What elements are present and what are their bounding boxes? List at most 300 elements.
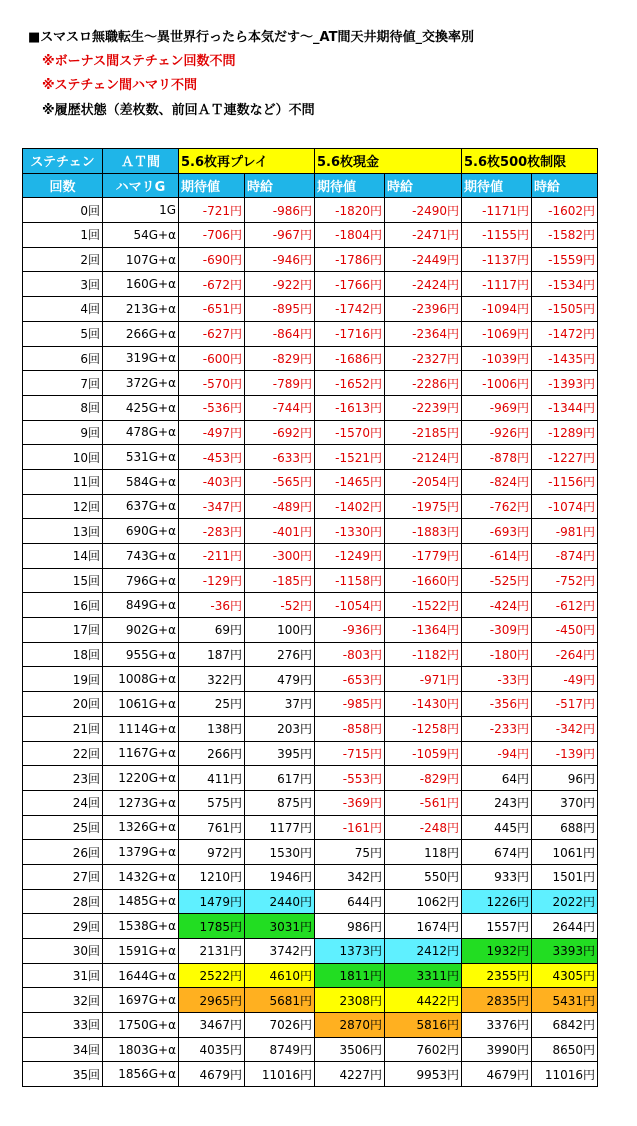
- stechen-count-cell: 3回: [23, 272, 103, 297]
- hourly-cell: -2327円: [385, 346, 462, 371]
- ev-cell: 2835円: [462, 988, 532, 1013]
- hamari-g-cell: 1538G+α: [103, 914, 179, 939]
- sub-hourly: 時給: [532, 173, 598, 198]
- ev-cell: 1373円: [315, 939, 385, 964]
- hamari-g-cell: 1220G+α: [103, 766, 179, 791]
- stechen-count-cell: 12回: [23, 494, 103, 519]
- hourly-cell: 37円: [245, 692, 315, 717]
- hourly-cell: -2396円: [385, 297, 462, 322]
- ev-cell: -424円: [462, 593, 532, 618]
- hourly-cell: 1177円: [245, 815, 315, 840]
- hourly-cell: -1582円: [532, 223, 598, 248]
- table-row: [23, 420, 598, 445]
- hourly-cell: -139円: [532, 741, 598, 766]
- table-row: [23, 618, 598, 643]
- hourly-cell: -2490円: [385, 198, 462, 223]
- page-title: ■スマスロ無職転生～異世界行ったら本気だす～_AT間天井期待値_交換率別: [28, 30, 474, 45]
- hourly-cell: -1393円: [532, 371, 598, 396]
- stechen-count-cell: 20回: [23, 692, 103, 717]
- table-row: [23, 716, 598, 741]
- sub-ev: 期待値: [179, 173, 245, 198]
- ev-cell: -94円: [462, 741, 532, 766]
- hamari-g-cell: 1856G+α: [103, 1062, 179, 1087]
- ev-cell: 2522円: [179, 963, 245, 988]
- stechen-count-cell: 24回: [23, 790, 103, 815]
- ev-cell: -356円: [462, 692, 532, 717]
- stechen-count-cell: 15回: [23, 568, 103, 593]
- hourly-cell: 550円: [385, 864, 462, 889]
- ev-cell: 1226円: [462, 889, 532, 914]
- hamari-g-cell: 1G: [103, 198, 179, 223]
- stechen-count-cell: 11回: [23, 469, 103, 494]
- col-head-at: ＡＴ間: [103, 149, 179, 174]
- hourly-cell: 3742円: [245, 939, 315, 964]
- hamari-g-cell: 902G+α: [103, 618, 179, 643]
- table-row: [23, 692, 598, 717]
- stechen-count-cell: 5回: [23, 321, 103, 346]
- ev-cell: 1479円: [179, 889, 245, 914]
- ev-cell: -690円: [179, 247, 245, 272]
- ev-cell: -453円: [179, 445, 245, 470]
- hamari-g-cell: 1326G+α: [103, 815, 179, 840]
- ev-cell: -926円: [462, 420, 532, 445]
- stechen-count-cell: 22回: [23, 741, 103, 766]
- ev-cell: -1766円: [315, 272, 385, 297]
- stechen-count-cell: 31回: [23, 963, 103, 988]
- ev-cell: 2131円: [179, 939, 245, 964]
- ev-cell: -693円: [462, 519, 532, 544]
- ev-cell: -536円: [179, 395, 245, 420]
- table-row: [23, 247, 598, 272]
- stechen-count-cell: 7回: [23, 371, 103, 396]
- table-row: [23, 1037, 598, 1062]
- ev-cell: -627円: [179, 321, 245, 346]
- ev-cell: 445円: [462, 815, 532, 840]
- hourly-cell: -1344円: [532, 395, 598, 420]
- ev-cell: -762円: [462, 494, 532, 519]
- ev-cell: -1786円: [315, 247, 385, 272]
- ev-cell: -129円: [179, 568, 245, 593]
- hamari-g-cell: 796G+α: [103, 568, 179, 593]
- stechen-count-cell: 6回: [23, 346, 103, 371]
- sub-ev: 期待値: [462, 173, 532, 198]
- group-limit: 5.6枚500枚制限: [462, 149, 598, 174]
- table-row: [23, 272, 598, 297]
- stechen-count-cell: 9回: [23, 420, 103, 445]
- hamari-g-cell: 372G+α: [103, 371, 179, 396]
- hourly-cell: 1674円: [385, 914, 462, 939]
- table-row: [23, 642, 598, 667]
- col-head-count: 回数: [23, 173, 103, 198]
- hourly-cell: 2440円: [245, 889, 315, 914]
- ev-cell: -721円: [179, 198, 245, 223]
- ev-cell: 187円: [179, 642, 245, 667]
- hourly-cell: -1602円: [532, 198, 598, 223]
- table-row: [23, 1013, 598, 1038]
- table-row: [23, 815, 598, 840]
- hourly-cell: -1364円: [385, 618, 462, 643]
- table-row: [23, 469, 598, 494]
- table-row: [23, 667, 598, 692]
- hamari-g-cell: 955G+α: [103, 642, 179, 667]
- stechen-count-cell: 35回: [23, 1062, 103, 1087]
- stechen-count-cell: 30回: [23, 939, 103, 964]
- ev-cell: -211円: [179, 544, 245, 569]
- hourly-cell: -565円: [245, 469, 315, 494]
- hourly-cell: 1061円: [532, 840, 598, 865]
- hourly-cell: 5816円: [385, 1013, 462, 1038]
- ev-cell: 1785円: [179, 914, 245, 939]
- ev-cell: -651円: [179, 297, 245, 322]
- ev-cell: -180円: [462, 642, 532, 667]
- table-row: [23, 864, 598, 889]
- hamari-g-cell: 478G+α: [103, 420, 179, 445]
- hourly-cell: 8749円: [245, 1037, 315, 1062]
- hourly-cell: -300円: [245, 544, 315, 569]
- hourly-cell: 2644円: [532, 914, 598, 939]
- hamari-g-cell: 637G+α: [103, 494, 179, 519]
- hourly-cell: 395円: [245, 741, 315, 766]
- hamari-g-cell: 1061G+α: [103, 692, 179, 717]
- hourly-cell: -1522円: [385, 593, 462, 618]
- ev-cell: -1158円: [315, 568, 385, 593]
- ev-cell: 1210円: [179, 864, 245, 889]
- hourly-cell: -2424円: [385, 272, 462, 297]
- table-row: [23, 914, 598, 939]
- ev-cell: -1069円: [462, 321, 532, 346]
- hourly-cell: -1435円: [532, 346, 598, 371]
- hourly-cell: -922円: [245, 272, 315, 297]
- stechen-count-cell: 34回: [23, 1037, 103, 1062]
- hourly-cell: -633円: [245, 445, 315, 470]
- hamari-g-cell: 531G+α: [103, 445, 179, 470]
- hourly-cell: -946円: [245, 247, 315, 272]
- ev-cell: 1932円: [462, 939, 532, 964]
- table-row: [23, 889, 598, 914]
- stechen-count-cell: 8回: [23, 395, 103, 420]
- ev-cell: 761円: [179, 815, 245, 840]
- hourly-cell: 5681円: [245, 988, 315, 1013]
- table-row: [23, 766, 598, 791]
- ev-cell: -161円: [315, 815, 385, 840]
- hamari-g-cell: 849G+α: [103, 593, 179, 618]
- hourly-cell: 203円: [245, 716, 315, 741]
- hourly-cell: -1472円: [532, 321, 598, 346]
- ev-cell: -614円: [462, 544, 532, 569]
- table-row: [23, 840, 598, 865]
- hourly-cell: -2471円: [385, 223, 462, 248]
- group-cash: 5.6枚現金: [315, 149, 462, 174]
- stechen-count-cell: 27回: [23, 864, 103, 889]
- stechen-count-cell: 14回: [23, 544, 103, 569]
- expected-value-table: [22, 148, 598, 1087]
- hourly-cell: -1059円: [385, 741, 462, 766]
- hourly-cell: 276円: [245, 642, 315, 667]
- ev-cell: 75円: [315, 840, 385, 865]
- hourly-cell: -2449円: [385, 247, 462, 272]
- note-stechen: ※ステチェン間ハマリ不問: [42, 78, 197, 93]
- ev-cell: -347円: [179, 494, 245, 519]
- ev-cell: -803円: [315, 642, 385, 667]
- ev-cell: -570円: [179, 371, 245, 396]
- hourly-cell: -1779円: [385, 544, 462, 569]
- table-row: [23, 395, 598, 420]
- hourly-cell: 1501円: [532, 864, 598, 889]
- hourly-cell: -264円: [532, 642, 598, 667]
- hourly-cell: -2286円: [385, 371, 462, 396]
- ev-cell: 2308円: [315, 988, 385, 1013]
- table-row: [23, 741, 598, 766]
- stechen-count-cell: 2回: [23, 247, 103, 272]
- hourly-cell: -2364円: [385, 321, 462, 346]
- ev-cell: 2870円: [315, 1013, 385, 1038]
- hourly-cell: 1946円: [245, 864, 315, 889]
- ev-cell: -1249円: [315, 544, 385, 569]
- ev-cell: 25円: [179, 692, 245, 717]
- stechen-count-cell: 13回: [23, 519, 103, 544]
- hourly-cell: -1883円: [385, 519, 462, 544]
- stechen-count-cell: 0回: [23, 198, 103, 223]
- hourly-cell: -185円: [245, 568, 315, 593]
- ev-cell: -653円: [315, 667, 385, 692]
- hamari-g-cell: 1697G+α: [103, 988, 179, 1013]
- hourly-cell: -864円: [245, 321, 315, 346]
- col-head-stechen: ステチェン: [23, 149, 103, 174]
- sub-ev: 期待値: [315, 173, 385, 198]
- stechen-count-cell: 16回: [23, 593, 103, 618]
- hourly-cell: 9953円: [385, 1062, 462, 1087]
- ev-cell: 1557円: [462, 914, 532, 939]
- table-row: [23, 198, 598, 223]
- ev-cell: 972円: [179, 840, 245, 865]
- ev-cell: 674円: [462, 840, 532, 865]
- ev-cell: -858円: [315, 716, 385, 741]
- hourly-cell: -49円: [532, 667, 598, 692]
- ev-cell: 2965円: [179, 988, 245, 1013]
- ev-cell: 933円: [462, 864, 532, 889]
- hourly-cell: 3393円: [532, 939, 598, 964]
- table-row: [23, 519, 598, 544]
- ev-cell: 3506円: [315, 1037, 385, 1062]
- hourly-cell: -2054円: [385, 469, 462, 494]
- ev-cell: -309円: [462, 618, 532, 643]
- ev-cell: -1155円: [462, 223, 532, 248]
- ev-cell: -878円: [462, 445, 532, 470]
- hamari-g-cell: 1750G+α: [103, 1013, 179, 1038]
- ev-cell: -600円: [179, 346, 245, 371]
- hourly-cell: -517円: [532, 692, 598, 717]
- col-head-hamari: ハマリG: [103, 173, 179, 198]
- hourly-cell: -489円: [245, 494, 315, 519]
- hourly-cell: -986円: [245, 198, 315, 223]
- table-row: [23, 939, 598, 964]
- ev-cell: 64円: [462, 766, 532, 791]
- hourly-cell: -1289円: [532, 420, 598, 445]
- ev-cell: -1117円: [462, 272, 532, 297]
- ev-cell: 1811円: [315, 963, 385, 988]
- hourly-cell: 8650円: [532, 1037, 598, 1062]
- ev-cell: -1171円: [462, 198, 532, 223]
- ev-cell: -403円: [179, 469, 245, 494]
- hourly-cell: 2022円: [532, 889, 598, 914]
- ev-cell: -1716円: [315, 321, 385, 346]
- stechen-count-cell: 23回: [23, 766, 103, 791]
- hourly-cell: 688円: [532, 815, 598, 840]
- hourly-cell: -981円: [532, 519, 598, 544]
- table-row: [23, 568, 598, 593]
- table-row: [23, 346, 598, 371]
- hamari-g-cell: 743G+α: [103, 544, 179, 569]
- stechen-count-cell: 18回: [23, 642, 103, 667]
- stechen-count-cell: 4回: [23, 297, 103, 322]
- ev-cell: 138円: [179, 716, 245, 741]
- ev-cell: 3467円: [179, 1013, 245, 1038]
- hourly-cell: -752円: [532, 568, 598, 593]
- ev-cell: -497円: [179, 420, 245, 445]
- hourly-cell: -342円: [532, 716, 598, 741]
- table-row: [23, 321, 598, 346]
- hourly-cell: 4422円: [385, 988, 462, 1013]
- stechen-count-cell: 17回: [23, 618, 103, 643]
- hourly-cell: -450円: [532, 618, 598, 643]
- ev-cell: -1006円: [462, 371, 532, 396]
- hamari-g-cell: 425G+α: [103, 395, 179, 420]
- ev-cell: 3990円: [462, 1037, 532, 1062]
- table-row: [23, 494, 598, 519]
- ev-cell: 4227円: [315, 1062, 385, 1087]
- stechen-count-cell: 21回: [23, 716, 103, 741]
- table-row: [23, 1062, 598, 1087]
- ev-cell: -369円: [315, 790, 385, 815]
- ev-cell: 644円: [315, 889, 385, 914]
- ev-cell: 243円: [462, 790, 532, 815]
- hourly-cell: 479円: [245, 667, 315, 692]
- note-bonus: ※ボーナス間ステチェン回数不問: [42, 54, 236, 69]
- hourly-cell: 4610円: [245, 963, 315, 988]
- ev-cell: -672円: [179, 272, 245, 297]
- hourly-cell: -829円: [245, 346, 315, 371]
- hamari-g-cell: 213G+α: [103, 297, 179, 322]
- hourly-cell: -2185円: [385, 420, 462, 445]
- hourly-cell: 7026円: [245, 1013, 315, 1038]
- table-row: [23, 593, 598, 618]
- ev-cell: -985円: [315, 692, 385, 717]
- hourly-cell: -744円: [245, 395, 315, 420]
- ev-cell: -1570円: [315, 420, 385, 445]
- ev-cell: -525円: [462, 568, 532, 593]
- table-row: [23, 371, 598, 396]
- ev-cell: -36円: [179, 593, 245, 618]
- ev-cell: 266円: [179, 741, 245, 766]
- ev-cell: -936円: [315, 618, 385, 643]
- ev-cell: -1402円: [315, 494, 385, 519]
- hourly-cell: -1534円: [532, 272, 598, 297]
- sub-hourly: 時給: [245, 173, 315, 198]
- hamari-g-cell: 1432G+α: [103, 864, 179, 889]
- table-row: [23, 297, 598, 322]
- ev-cell: -1820円: [315, 198, 385, 223]
- hamari-g-cell: 1644G+α: [103, 963, 179, 988]
- ev-cell: -1137円: [462, 247, 532, 272]
- ev-cell: 575円: [179, 790, 245, 815]
- ev-cell: -1652円: [315, 371, 385, 396]
- hamari-g-cell: 160G+α: [103, 272, 179, 297]
- hourly-cell: 1530円: [245, 840, 315, 865]
- ev-cell: -233円: [462, 716, 532, 741]
- hourly-cell: -895円: [245, 297, 315, 322]
- group-replay: 5.6枚再プレイ: [179, 149, 315, 174]
- hourly-cell: -401円: [245, 519, 315, 544]
- hourly-cell: -248円: [385, 815, 462, 840]
- ev-cell: 69円: [179, 618, 245, 643]
- table-row: [23, 963, 598, 988]
- table-row: [23, 223, 598, 248]
- table-row: [23, 988, 598, 1013]
- hamari-g-cell: 54G+α: [103, 223, 179, 248]
- hamari-g-cell: 1273G+α: [103, 790, 179, 815]
- table-row: [23, 544, 598, 569]
- hourly-cell: -1074円: [532, 494, 598, 519]
- stechen-count-cell: 28回: [23, 889, 103, 914]
- hourly-cell: 11016円: [245, 1062, 315, 1087]
- hourly-cell: 96円: [532, 766, 598, 791]
- ev-cell: -1686円: [315, 346, 385, 371]
- hamari-g-cell: 1114G+α: [103, 716, 179, 741]
- hourly-cell: -1227円: [532, 445, 598, 470]
- stechen-count-cell: 29回: [23, 914, 103, 939]
- hourly-cell: -789円: [245, 371, 315, 396]
- hourly-cell: -2239円: [385, 395, 462, 420]
- stechen-count-cell: 10回: [23, 445, 103, 470]
- hourly-cell: 100円: [245, 618, 315, 643]
- hourly-cell: -1660円: [385, 568, 462, 593]
- hourly-cell: -1430円: [385, 692, 462, 717]
- hourly-cell: 7602円: [385, 1037, 462, 1062]
- stechen-count-cell: 25回: [23, 815, 103, 840]
- hamari-g-cell: 584G+α: [103, 469, 179, 494]
- stechen-count-cell: 26回: [23, 840, 103, 865]
- hamari-g-cell: 319G+α: [103, 346, 179, 371]
- hourly-cell: -874円: [532, 544, 598, 569]
- ev-cell: -1742円: [315, 297, 385, 322]
- ev-cell: -824円: [462, 469, 532, 494]
- ev-cell: 322円: [179, 667, 245, 692]
- hourly-cell: 3031円: [245, 914, 315, 939]
- hourly-cell: -967円: [245, 223, 315, 248]
- ev-cell: -1054円: [315, 593, 385, 618]
- ev-cell: 986円: [315, 914, 385, 939]
- ev-cell: -1465円: [315, 469, 385, 494]
- hamari-g-cell: 1008G+α: [103, 667, 179, 692]
- stechen-count-cell: 1回: [23, 223, 103, 248]
- hourly-cell: -971円: [385, 667, 462, 692]
- hourly-cell: -612円: [532, 593, 598, 618]
- ev-cell: 4679円: [462, 1062, 532, 1087]
- hourly-cell: -561円: [385, 790, 462, 815]
- table-row: [23, 445, 598, 470]
- table-row: [23, 790, 598, 815]
- ev-cell: -1039円: [462, 346, 532, 371]
- ev-cell: 411円: [179, 766, 245, 791]
- hourly-cell: 2412円: [385, 939, 462, 964]
- ev-cell: -715円: [315, 741, 385, 766]
- ev-cell: 2355円: [462, 963, 532, 988]
- ev-cell: -33円: [462, 667, 532, 692]
- hourly-cell: 875円: [245, 790, 315, 815]
- sub-hourly: 時給: [385, 173, 462, 198]
- hamari-g-cell: 1803G+α: [103, 1037, 179, 1062]
- hourly-cell: -1975円: [385, 494, 462, 519]
